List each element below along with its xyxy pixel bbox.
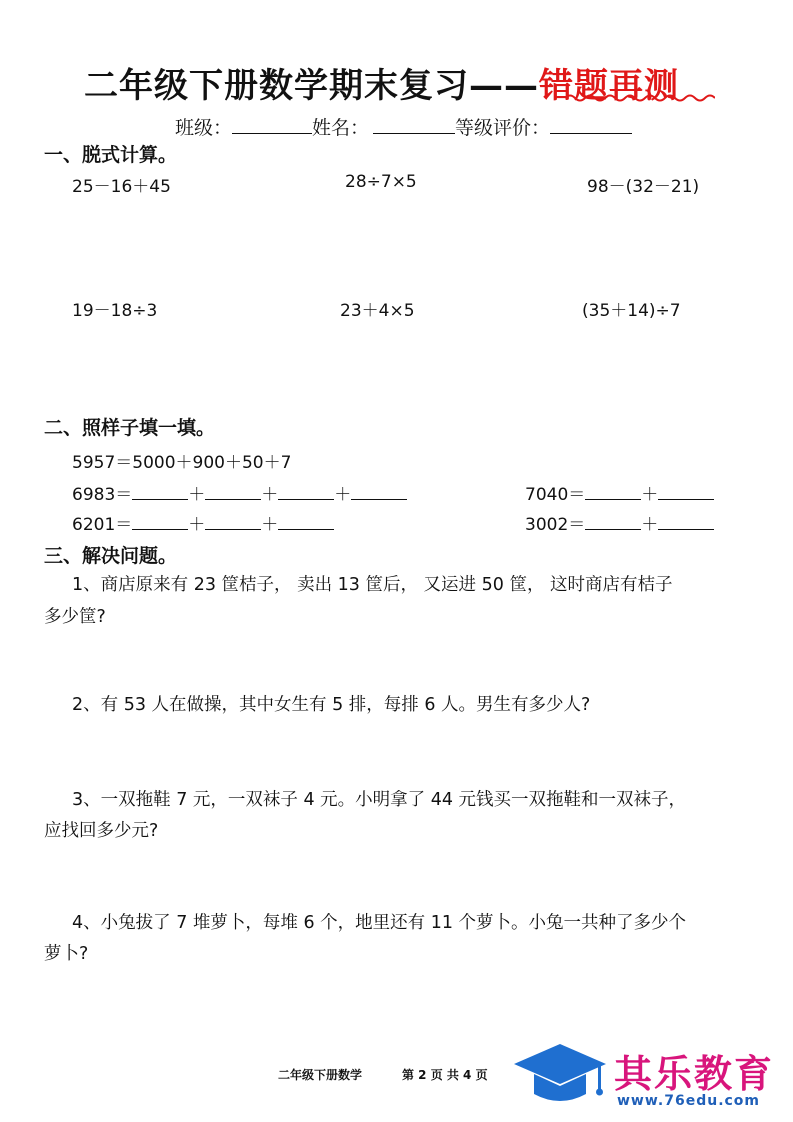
fill-number: 7040＝ — [525, 485, 586, 505]
section2-heading: 二、照样子填一填。 — [44, 417, 216, 439]
footer-page-info: 第 2 页 共 4 页 — [402, 1068, 488, 1082]
calc-problem: 28÷7×5 — [345, 172, 417, 192]
grade-label: 等级评价： — [455, 117, 551, 139]
fill-blank[interactable] — [132, 481, 188, 500]
fill-row: 7040＝ ＋ — [525, 480, 714, 505]
title-main: 二年级下册数学期末复习—— — [84, 66, 539, 106]
class-field[interactable] — [232, 115, 312, 134]
fill-blank[interactable] — [658, 511, 714, 530]
fill-number: 3002＝ — [525, 515, 586, 535]
calc-problem: 19－18÷3 — [72, 301, 158, 321]
question-4-line1: 4、小兔拔了 7 堆萝卜，每堆 6 个，地里还有 11 个萝卜。小兔一共种了多少个 — [72, 913, 687, 933]
calc-problem: 98－(32－21) — [587, 177, 700, 197]
fill-blank[interactable] — [585, 481, 641, 500]
logo-name: 其乐教育 — [614, 1052, 775, 1096]
fill-blank[interactable] — [278, 481, 334, 500]
footer-subject: 二年级下册数学 — [278, 1068, 363, 1082]
fill-row: 3002＝ ＋ — [525, 510, 714, 535]
fill-number: 6201＝ — [72, 515, 133, 535]
name-field[interactable] — [373, 115, 455, 134]
fill-row: 6201＝ ＋ ＋ — [72, 510, 334, 535]
question-3-line1: 3、一双拖鞋 7 元，一双袜子 4 元。小明拿了 44 元钱买一双拖鞋和一双袜子， — [72, 790, 687, 810]
fill-blank[interactable] — [658, 481, 714, 500]
fill-blank[interactable] — [351, 481, 407, 500]
section1-heading: 一、脱式计算。 — [44, 144, 178, 166]
fill-number: 6983＝ — [72, 485, 133, 505]
grade-field[interactable] — [550, 115, 632, 134]
name-label: 姓名： — [312, 117, 370, 139]
fill-blank[interactable] — [585, 511, 641, 530]
graduation-cap-icon — [512, 1040, 608, 1110]
question-3-line2: 应找回多少元? — [44, 821, 159, 841]
fill-blank[interactable] — [278, 511, 334, 530]
calc-problem: (35＋14)÷7 — [582, 301, 681, 321]
question-4-line2: 萝卜? — [44, 944, 89, 964]
example-line: 5957＝5000＋900＋50＋7 — [72, 453, 292, 473]
fill-blank[interactable] — [205, 511, 261, 530]
question-1-line1: 1、商店原来有 23 筐桔子， 卖出 13 筐后， 又运进 50 筐， 这时商店有桔子 — [72, 575, 673, 595]
logo-url: www.76edu.com — [617, 1093, 761, 1109]
wavy-underline — [565, 93, 715, 103]
title-highlight: 错题再测 — [539, 66, 679, 106]
fill-blank[interactable] — [132, 511, 188, 530]
fill-blank[interactable] — [205, 481, 261, 500]
question-2: 2、有 53 人在做操，其中女生有 5 排，每排 6 人。男生有多少人? — [72, 695, 591, 715]
calc-problem: 25－16＋45 — [72, 177, 171, 197]
calc-problem: 23＋4×5 — [340, 301, 415, 321]
section3-heading: 三、解决问题。 — [44, 545, 178, 567]
info-line — [175, 113, 632, 140]
class-label: 班级： — [175, 117, 233, 139]
question-1-line2: 多少筐? — [44, 607, 106, 627]
fill-row: 6983＝ ＋ ＋ ＋ — [72, 480, 407, 505]
